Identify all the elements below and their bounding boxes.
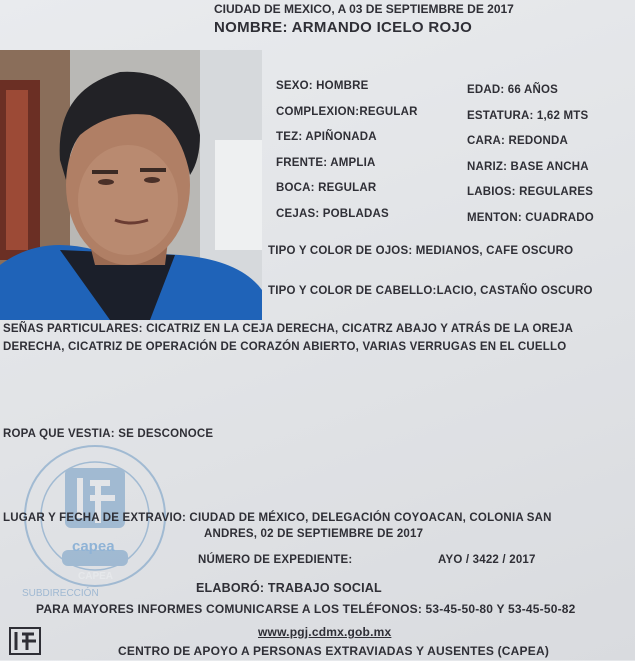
lugar-line-2: ANDRES, 02 DE SEPTIEMBRE DE 2017 (204, 528, 424, 540)
expediente-label: NÚMERO DE EXPEDIENTE: (198, 554, 353, 566)
pgj-logo-icon (8, 626, 42, 656)
detail-tez: TEZ: APIÑONADA (276, 131, 377, 143)
detail-labios: LABIOS: REGULARES (467, 186, 594, 198)
person-photo (0, 50, 262, 320)
detail-cara: CARA: REDONDA (467, 135, 568, 147)
detail-frente: FRENTE: AMPLIA (276, 157, 376, 169)
detail-cejas: CEJAS: POBLADAS (276, 208, 389, 220)
header-date-line: CIUDAD DE MEXICO, A 03 DE SEPTIEMBRE DE 2017 (214, 2, 514, 16)
detail-edad: EDAD: 66 AÑOS (467, 84, 558, 96)
seal-bottom-text: SUBDIRECCIÓN (22, 588, 99, 599)
detail-menton: MENTON: CUADRADO (467, 212, 594, 224)
seal-banner-text: CAPEA (78, 571, 114, 582)
detail-cabello: TIPO Y COLOR DE CABELLO:LACIO, CASTAÑO OSCURO (268, 285, 593, 297)
contact-phones: PARA MAYORES INFORMES COMUNICARSE A LOS TELÉFONOS: 53-45-50-80 Y 53-45-50-82 (36, 602, 576, 616)
senas-line-2: DERECHA, CICATRIZ DE OPERACIÓN DE CORAZÓN ABIERTO, VARIAS VERRUGAS EN EL CUELLO (3, 341, 567, 353)
website-link[interactable]: www.pgj.cdmx.gob.mx (258, 625, 392, 639)
detail-boca: BOCA: REGULAR (276, 182, 377, 194)
senas-line-1: SEÑAS PARTICULARES: CICATRIZ EN LA CEJA DERECHA, CICATRZ ABAJO Y ATRÁS DE LA OREJA (3, 323, 574, 335)
expediente-value: AYO / 3422 / 2017 (438, 554, 536, 566)
detail-ojos: TIPO Y COLOR DE OJOS: MEDIANOS, CAFE OSCURO (268, 245, 574, 257)
seal-logo-text: capea (72, 538, 115, 555)
person-name: NOMBRE: ARMANDO ICELO ROJO (214, 19, 473, 36)
detail-estatura: ESTATURA: 1,62 MTS (467, 110, 589, 122)
footer-center-name: CENTRO DE APOYO A PERSONAS EXTRAVIADAS Y AUSENTES (CAPEA) (118, 644, 550, 658)
detail-sexo: SEXO: HOMBRE (276, 80, 369, 92)
ropa-que-vestia: ROPA QUE VESTIA: SE DESCONOCE (3, 428, 214, 440)
lugar-line-1: LUGAR Y FECHA DE EXTRAVIO: CIUDAD DE MÉXICO, DELEGACIÓN COYOACAN, COLONIA SAN (3, 512, 552, 524)
detail-complexion: COMPLEXION:REGULAR (276, 106, 418, 118)
elaboro: ELABORÓ: TRABAJO SOCIAL (196, 581, 382, 595)
detail-nariz: NARIZ: BASE ANCHA (467, 161, 589, 173)
